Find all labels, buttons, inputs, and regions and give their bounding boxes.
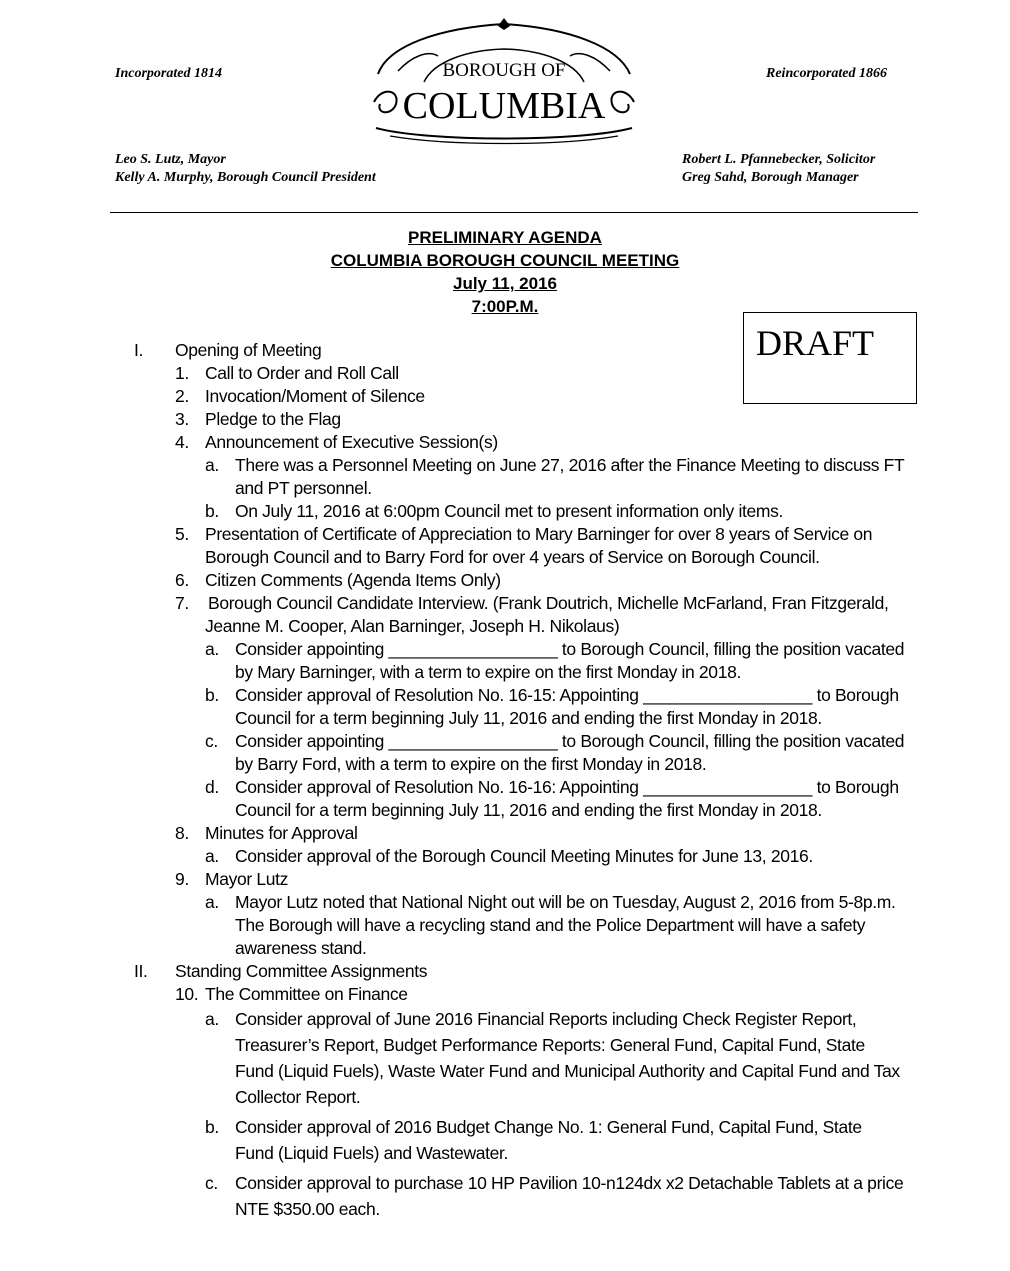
sub-text: awareness stand. — [235, 938, 367, 958]
meeting-time: 7:00P.M. — [471, 297, 539, 316]
sub-marker: a. — [205, 846, 219, 866]
item-marker: 1. — [175, 363, 189, 383]
item-text: Invocation/Moment of Silence — [205, 386, 425, 406]
item-marker: 4. — [175, 432, 189, 452]
sub-text: Fund (Liquid Fuels) and Wastewater. — [235, 1143, 509, 1163]
agenda-item-4 — [0, 431, 1010, 454]
mayor-line: Leo S. Lutz, Mayor — [115, 152, 226, 167]
agenda-item-7b-cont — [0, 707, 1010, 730]
agenda-item-9 — [0, 868, 1010, 891]
sub-text: Consider approval of Resolution No. 16-15: Appointing __________________ to Borough — [235, 685, 899, 705]
item-text: Citizen Comments (Agenda Items Only) — [205, 570, 501, 590]
agenda-item-7 — [0, 592, 1010, 615]
sub-text: Council for a term beginning July 11, 2016 and ending the first Monday in 2018. — [235, 800, 822, 820]
section-marker: I. — [134, 340, 144, 360]
item-marker: 2. — [175, 386, 189, 406]
sub-text: Treasurer’s Report, Budget Performance Reports: General Fund, Capital Fund, State — [235, 1035, 865, 1055]
agenda-item-10b — [0, 1114, 1010, 1140]
sub-text: NTE $350.00 each. — [235, 1199, 380, 1219]
item-text: Mayor Lutz — [205, 869, 289, 889]
draft-label: DRAFT — [756, 323, 875, 363]
sub-text: Mayor Lutz noted that National Night out will be on Tuesday, August 2, 2016 from 5-8p.m. — [235, 892, 896, 912]
reincorporated-date: Reincorporated 1866 — [766, 66, 887, 81]
sub-text: Consider appointing __________________ to Borough Council, filling the position vacated — [235, 639, 905, 659]
agenda-item-9a-cont2 — [0, 937, 1010, 960]
item-marker: 6. — [175, 570, 189, 590]
sub-text: There was a Personnel Meeting on June 27, 2016 after the Finance Meeting to discuss FT — [235, 455, 905, 475]
sub-marker: a. — [205, 1009, 219, 1029]
item-marker: 5. — [175, 524, 189, 544]
agenda-item-7c — [0, 730, 1010, 753]
manager-line: Greg Sahd, Borough Manager — [682, 170, 859, 185]
solicitor-line: Robert L. Pfannebecker, Solicitor — [682, 152, 876, 167]
agenda-item-7d-cont — [0, 799, 1010, 822]
item-marker: 10. — [175, 984, 199, 1004]
agenda-item-10b-cont — [0, 1140, 1010, 1166]
sub-text: On July 11, 2016 at 6:00pm Council met to present information only items. — [235, 501, 784, 521]
section-title: Opening of Meeting — [175, 340, 322, 360]
item-text: Announcement of Executive Session(s) — [205, 432, 498, 452]
sub-text: Consider appointing __________________ to Borough Council, filling the position vacated — [235, 731, 905, 751]
title-line-1: PRELIMINARY AGENDA — [408, 228, 602, 247]
meeting-date: July 11, 2016 — [453, 274, 557, 293]
sub-marker: a. — [205, 455, 219, 475]
sub-text: and PT personnel. — [235, 478, 372, 498]
sub-text: Consider approval of June 2016 Financial Reports including Check Register Report, — [235, 1009, 857, 1029]
agenda-item-5 — [0, 523, 1010, 546]
section-title: Standing Committee Assignments — [175, 961, 428, 981]
sub-text: Consider approval of 2016 Budget Change No. 1: General Fund, Capital Fund, State — [235, 1117, 862, 1137]
agenda-item-7a-cont — [0, 661, 1010, 684]
agenda-item-10c — [0, 1170, 1010, 1196]
agenda-list — [0, 339, 1010, 1222]
agenda-item-4a — [0, 454, 1010, 477]
item-text: Pledge to the Flag — [205, 409, 341, 429]
sub-text: Fund (Liquid Fuels), Waste Water Fund and Municipal Authority and Capital Fund and Tax — [235, 1061, 900, 1081]
sub-text: by Barry Ford, with a term to expire on the first Monday in 2018. — [235, 754, 707, 774]
sub-marker: b. — [205, 501, 219, 521]
agenda-item-4b — [0, 500, 1010, 523]
sub-text: Consider approval to purchase 10 HP Pavilion 10-n124dx x2 Detachable Tablets at a price — [235, 1173, 904, 1193]
agenda-item-8 — [0, 822, 1010, 845]
agenda-item-7b — [0, 684, 1010, 707]
sub-marker: c. — [205, 731, 218, 751]
agenda-item-2 — [0, 385, 1010, 408]
sub-marker: d. — [205, 777, 219, 797]
item-text: Minutes for Approval — [205, 823, 358, 843]
item-text: Presentation of Certificate of Appreciation to Mary Barninger for over 8 years of Service on — [205, 524, 873, 544]
sub-marker: a. — [205, 892, 219, 912]
agenda-item-5-cont — [0, 546, 1010, 569]
agenda-item-10 — [0, 983, 1010, 1006]
section-marker: II. — [134, 961, 148, 981]
agenda-item-7d — [0, 776, 1010, 799]
agenda-item-7c-cont — [0, 753, 1010, 776]
item-text: The Committee on Finance — [205, 984, 408, 1004]
section-2 — [0, 960, 1010, 983]
logo-columbia: COLUMBIA — [402, 85, 606, 127]
item-text: Jeanne M. Cooper, Alan Barninger, Joseph H. Nikolaus) — [205, 616, 620, 636]
agenda-item-3 — [0, 408, 1010, 431]
item-marker: 3. — [175, 409, 189, 429]
agenda-item-7a — [0, 638, 1010, 661]
section-1 — [0, 339, 1010, 362]
item-text: Borough Council Candidate Interview. (Frank Doutrich, Michelle McFarland, Fran Fitzgerald, — [208, 593, 889, 613]
item-text: Borough Council and to Barry Ford for over 4 years of Service on Borough Council. — [205, 547, 820, 567]
agenda-item-10a-cont3 — [0, 1084, 1010, 1110]
agenda-title — [0, 226, 1010, 318]
item-marker: 9. — [175, 869, 189, 889]
sub-marker: a. — [205, 639, 219, 659]
item-marker: 7. — [175, 593, 189, 613]
sub-marker: c. — [205, 1173, 218, 1193]
agenda-item-4a-cont — [0, 477, 1010, 500]
agenda-item-1 — [0, 362, 1010, 385]
sub-text: Consider approval of Resolution No. 16-16: Appointing __________________ to Borough — [235, 777, 899, 797]
agenda-item-10a-cont2 — [0, 1058, 1010, 1084]
borough-logo — [368, 16, 640, 146]
agenda-item-6 — [0, 569, 1010, 592]
sub-text: Council for a term beginning July 11, 2016 and ending the first Monday in 2018. — [235, 708, 822, 728]
item-marker: 8. — [175, 823, 189, 843]
sub-text: Consider approval of the Borough Council Meeting Minutes for June 13, 2016. — [235, 846, 813, 866]
agenda-item-8a — [0, 845, 1010, 868]
incorporated-date: Incorporated 1814 — [115, 66, 222, 81]
council-president-line: Kelly A. Murphy, Borough Council President — [115, 170, 376, 185]
sub-marker: b. — [205, 1117, 219, 1137]
agenda-item-7-cont — [0, 615, 1010, 638]
item-text: Call to Order and Roll Call — [205, 363, 399, 383]
agenda-item-9a-cont — [0, 914, 1010, 937]
sub-marker: b. — [205, 685, 219, 705]
sub-text: The Borough will have a recycling stand and the Police Department will have a safety — [235, 915, 866, 935]
agenda-item-10c-cont — [0, 1196, 1010, 1222]
title-line-2: COLUMBIA BOROUGH COUNCIL MEETING — [330, 251, 680, 270]
header-divider — [110, 212, 918, 213]
sub-text: by Mary Barninger, with a term to expire on the first Monday in 2018. — [235, 662, 741, 682]
agenda-item-10a — [0, 1006, 1010, 1032]
sub-text: Collector Report. — [235, 1087, 361, 1107]
agenda-item-9a — [0, 891, 1010, 914]
logo-borough-of: BOROUGH OF — [442, 60, 566, 81]
agenda-item-10a-cont — [0, 1032, 1010, 1058]
